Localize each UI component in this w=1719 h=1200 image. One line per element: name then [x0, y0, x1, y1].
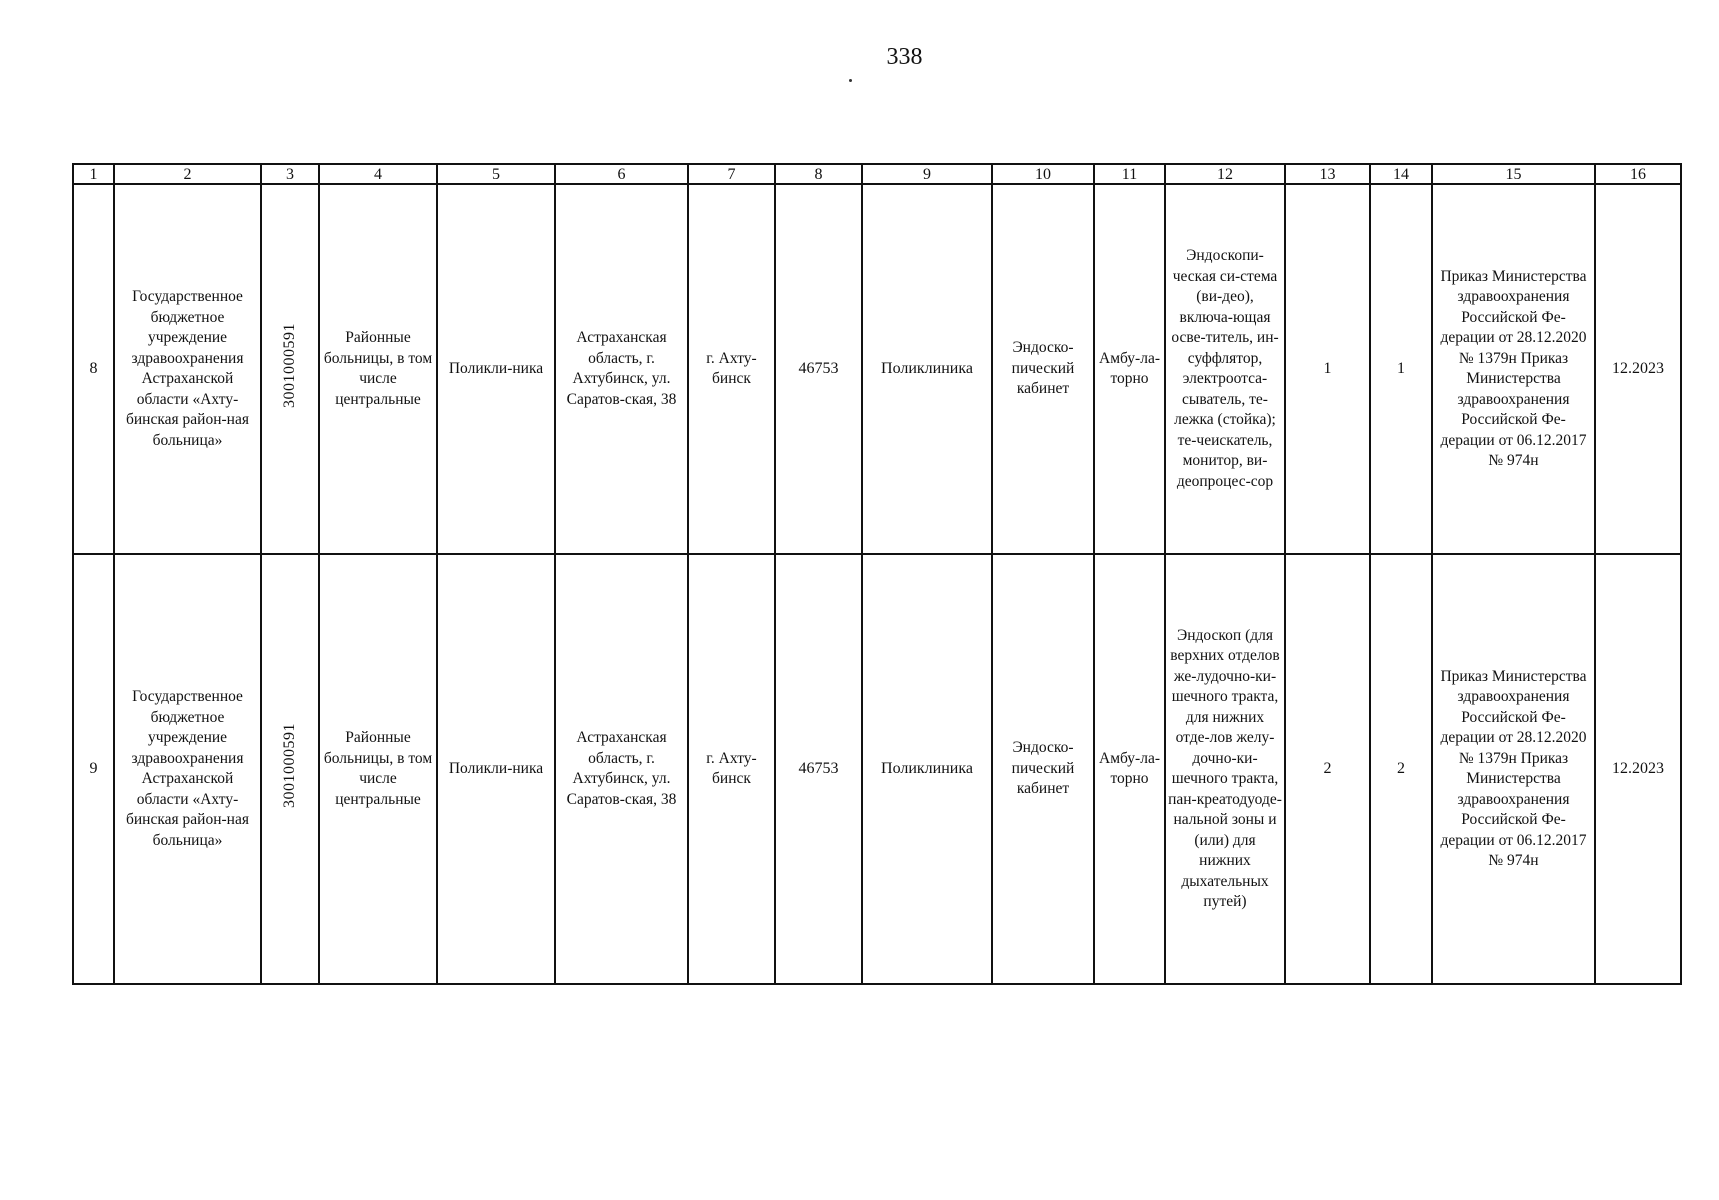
- locality-code: 46753: [775, 184, 862, 554]
- column-number: 8: [775, 164, 862, 184]
- quantity-planned: 1: [1370, 184, 1432, 554]
- equipment-name: Эндоскоп (для верхних отделов же-лудочно-ки-шечного тракта, для нижних отде-лов желу-дочно-ки-шечного тракта, пан-креатодуоде-нальной зоны и (или) для нижних дыхательных путей): [1165, 554, 1285, 984]
- column-number: 3: [261, 164, 319, 184]
- deadline: 12.2023: [1595, 184, 1681, 554]
- column-number: 1: [73, 164, 114, 184]
- column-number: 12: [1165, 164, 1285, 184]
- city: г. Ахту-бинск: [688, 184, 775, 554]
- equipment-table: [72, 163, 1682, 985]
- column-number: 15: [1432, 164, 1595, 184]
- column-number: 5: [437, 164, 555, 184]
- quantity-planned: 2: [1370, 554, 1432, 984]
- regulation-reference: Приказ Министерства здравоохранения Российской Фе-дерации от 28.12.2020 № 1379н Приказ Министерства здравоохранения Российской Фе-дерации от 06.12.2017 № 974н: [1432, 184, 1595, 554]
- column-number: 2: [114, 164, 261, 184]
- column-number: 6: [555, 164, 688, 184]
- institution-type: Районные больницы, в том числе центральные: [319, 554, 437, 984]
- quantity-required: 1: [1285, 184, 1370, 554]
- institution-code-cell: [261, 554, 319, 984]
- address: Астраханская область, г. Ахтубинск, ул. Саратов-ская, 38: [555, 184, 688, 554]
- column-number: 4: [319, 164, 437, 184]
- institution-code: 3001000591: [280, 323, 298, 409]
- city: г. Ахту-бинск: [688, 554, 775, 984]
- column-number: 9: [862, 164, 992, 184]
- unit-type: Поликли-ника: [437, 184, 555, 554]
- column-number: 14: [1370, 164, 1432, 184]
- scan-speck: [849, 79, 852, 82]
- care-mode: Амбу-ла-торно: [1094, 554, 1165, 984]
- column-number: 16: [1595, 164, 1681, 184]
- page-number: 338: [886, 44, 923, 70]
- table-row: [73, 554, 1681, 984]
- column-number: 13: [1285, 164, 1370, 184]
- equipment-name: Эндоскопи-ческая си-стема (ви-део), включа-ющая осве-титель, ин-суффлятор, электроотса-сыватель, те-лежка (стойка); те-чеискатель, монитор, ви-деопроцес-сор: [1165, 184, 1285, 554]
- unit-type: Поликли-ника: [437, 554, 555, 984]
- row-number: 9: [73, 554, 114, 984]
- deadline: 12.2023: [1595, 554, 1681, 984]
- institution-code-cell: [261, 184, 319, 554]
- locality-code: 46753: [775, 554, 862, 984]
- department: Поликлиника: [862, 184, 992, 554]
- room: Эндоско-пический кабинет: [992, 554, 1094, 984]
- quantity-required: 2: [1285, 554, 1370, 984]
- regulation-reference: Приказ Министерства здравоохранения Российской Фе-дерации от 28.12.2020 № 1379н Приказ Министерства здравоохранения Российской Фе-дерации от 06.12.2017 № 974н: [1432, 554, 1595, 984]
- department: Поликлиника: [862, 554, 992, 984]
- institution-code: 3001000591: [280, 723, 298, 809]
- institution-name: Государственное бюджетное учреждение здравоохранения Астраханской области «Ахту-бинская район-ная больница»: [114, 554, 261, 984]
- institution-name: Государственное бюджетное учреждение здравоохранения Астраханской области «Ахту-бинская район-ная больница»: [114, 184, 261, 554]
- row-number: 8: [73, 184, 114, 554]
- institution-type: Районные больницы, в том числе центральные: [319, 184, 437, 554]
- column-number: 7: [688, 164, 775, 184]
- column-number: 10: [992, 164, 1094, 184]
- table-row: [73, 184, 1681, 554]
- care-mode: Амбу-ла-торно: [1094, 184, 1165, 554]
- room: Эндоско-пический кабинет: [992, 184, 1094, 554]
- column-number: 11: [1094, 164, 1165, 184]
- column-number-row: [73, 164, 1681, 184]
- address: Астраханская область, г. Ахтубинск, ул. Саратов-ская, 38: [555, 554, 688, 984]
